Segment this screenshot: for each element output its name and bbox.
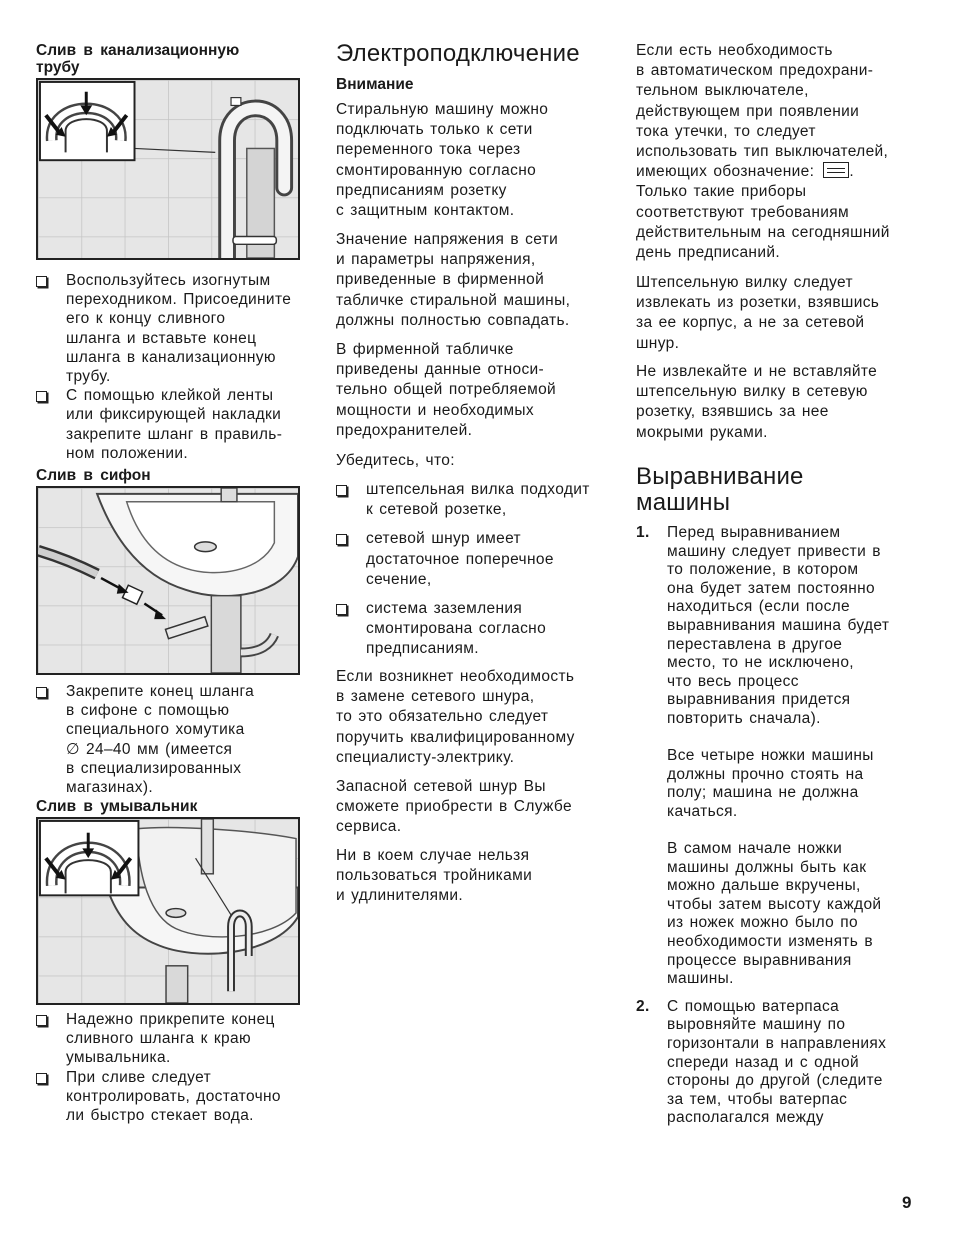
list-item: сетевой шнур имеет достаточное поперечное сечение,: [336, 529, 624, 590]
checkbox-bullet-icon: [36, 391, 47, 402]
paragraph: Если есть необходимость в автоматическом предохрани- тельном выключателе, действующем при появлении тока утечки, то следует использовать тип выключателей, имеющих обозначение: . Только такие приборы соответствуют требованиям действительным на сегодняшний день предписаний.: [636, 42, 890, 262]
drain-pipe-steps: [36, 271, 291, 463]
checkbox-bullet-icon: [336, 485, 347, 496]
checkbox-bullet-icon: [36, 276, 47, 287]
drain-pipe-title: Слив в канализационную трубу: [36, 42, 240, 76]
step-number: 1.: [636, 524, 650, 541]
page-number: 9: [902, 1193, 912, 1212]
leveling-steps: [636, 524, 926, 1128]
paragraph: Убедитесь, что:: [336, 452, 455, 469]
paragraph: Не извлекайте и не вставляйте штепсельную вилку в сетевую розетку, взявшись за нее мокрыми руками.: [636, 363, 878, 441]
paragraph: Значение напряжения в сети и параметры напряжения, приведенные в фирменной табличке стиральной машины, должны полностью совпадать.: [336, 231, 571, 329]
paragraph: Ни в коем случае нельзя пользоваться тройниками и удлинителями.: [336, 847, 533, 905]
drain-siphon-steps: [36, 682, 254, 797]
list-item: Надежно прикрепите конец сливного шланга к краю умывальника.: [36, 1010, 281, 1068]
list-item: При сливе следует контролировать, достаточно ли быстро стекает вода.: [36, 1068, 281, 1126]
checkbox-bullet-icon: [36, 1073, 47, 1084]
list-item: Закрепите конец шланга в сифоне с помощью специального хомутика ∅ 24–40 мм (имеется в специализированных магазинах).: [36, 682, 254, 797]
drain-sink-steps: [36, 1010, 281, 1125]
paragraph: Если возникнет необходимость в замене сетевого шнура, то это обязательно следует поручить квалифицированному специалисту-электрику.: [336, 668, 575, 766]
drain-sink-illustration: [36, 817, 300, 1005]
drain-siphon-illustration: [36, 486, 300, 675]
list-item: 2. С помощью ватерпаса выровняйте машину по горизонтали в направлениях спереди назад и с одной стороны до другой (следите за тем, чтобы ватерпас располагался между: [636, 997, 887, 1127]
paragraph: Стиральную машину можно подключать только к сети переменного тока через смонтированную согласно предписаниям розетку с защитным контактом.: [336, 101, 549, 220]
rcd-symbol-icon: [823, 162, 849, 178]
drain-sink-title: Слив в умывальник: [36, 798, 198, 815]
drain-pipe-illustration: [36, 78, 300, 260]
warning-label: Внимание: [336, 76, 414, 93]
list-item: Воспользуйтесь изогнутым переходником. Присоедините его к концу сливного шланга и вставьте конец шланга в канализационную трубу.: [36, 271, 291, 386]
check-list: [336, 480, 624, 660]
drain-siphon-title: Слив в сифон: [36, 467, 151, 484]
list-item: система заземления смонтирована согласно предписаниям.: [336, 599, 624, 660]
list-item: С помощью клейкой ленты или фиксирующей накладки закрепите шланг в правиль- ном положении.: [36, 386, 291, 463]
checkbox-bullet-icon: [336, 534, 347, 545]
paragraph: Штепсельную вилку следует извлекать из розетки, взявшись за ее корпус, а не за сетевой шнур.: [636, 274, 880, 352]
paragraph: Запасной сетевой шнур Вы сможете приобрести в Службе сервиса.: [336, 778, 572, 836]
leveling-heading: Выравнивание машины: [636, 463, 804, 516]
paragraph: В фирменной табличке приведены данные относи- тельно общей потребляемой мощности и необходимых предохранителей.: [336, 341, 557, 439]
checkbox-bullet-icon: [336, 604, 347, 615]
checkbox-bullet-icon: [36, 1015, 47, 1026]
step-number: 2.: [636, 997, 650, 1015]
list-item: штепсельная вилка подходит к сетевой розетке,: [336, 480, 624, 520]
electrical-heading: Электроподключение: [336, 40, 580, 67]
checkbox-bullet-icon: [36, 687, 47, 698]
list-item: 1. Перед выравниванием машину следует привести в то положение, в котором она будет затем постоянно находиться (если после выравнивания машина будет переставлена в другое место, то не исключено, что весь процесс выравнивания придется повторить сначала). Все четыре ножки машины должны прочно стоять на полу; машина не должна качаться. В самом начале ножки машины должны быть как можно дальше вкручены, чтобы затем высоту каждой из ножек можно было по необходимости изменять в процессе выравнивания машины.: [636, 524, 890, 988]
